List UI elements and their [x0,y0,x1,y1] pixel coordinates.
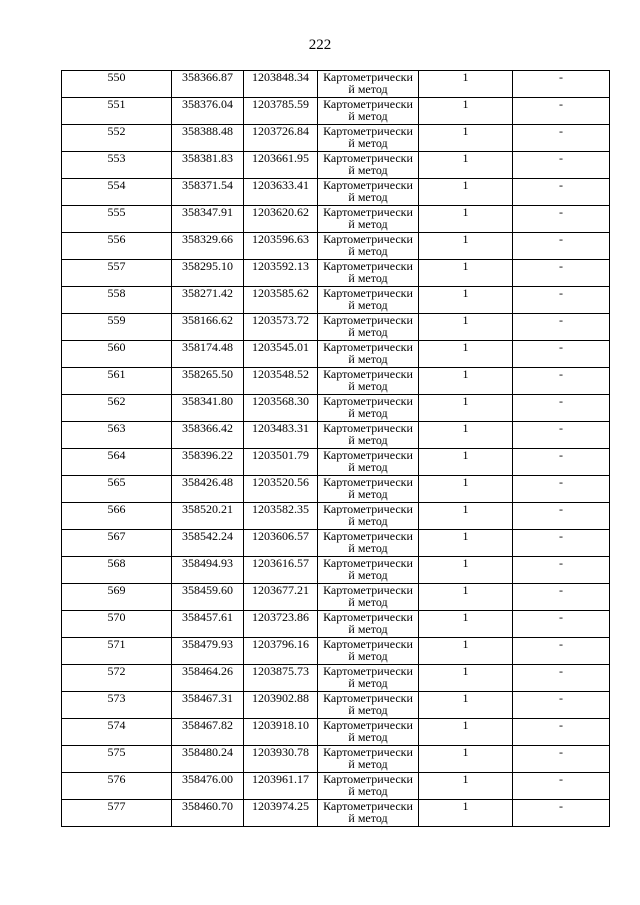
method-line-2: й метод [348,163,388,177]
table-row [62,287,610,314]
count-cell: 1 [419,476,513,503]
x-coordinate-cell: 358371.54 [172,179,244,206]
note-cell: - [513,557,610,584]
page-number: 222 [308,37,332,53]
table-row [62,422,610,449]
point-number-cell: 576 [62,773,172,800]
method-line-2: й метод [348,757,388,771]
note-cell: - [513,422,610,449]
y-coordinate-cell: 1203568.30 [244,395,318,422]
method-cell [318,530,419,557]
y-coordinate-cell: 1203520.56 [244,476,318,503]
count-cell: 1 [419,584,513,611]
y-coordinate-cell: 1203875.73 [244,665,318,692]
y-coordinate-cell: 1203848.34 [244,71,318,98]
method-cell [318,152,419,179]
count-cell: 1 [419,368,513,395]
method-line-2: й метод [348,703,388,717]
method-line-2: й метод [348,433,388,447]
count-cell: 1 [419,665,513,692]
count-cell: 1 [419,260,513,287]
x-coordinate-cell: 358480.24 [172,746,244,773]
point-number-cell: 565 [62,476,172,503]
point-number-cell: 560 [62,341,172,368]
method-line-2: й метод [348,379,388,393]
method-line-2: й метод [348,622,388,636]
method-line-1: Картометрически [323,259,413,273]
point-number-cell: 570 [62,611,172,638]
count-cell: 1 [419,98,513,125]
y-coordinate-cell: 1203726.84 [244,125,318,152]
y-coordinate-cell: 1203545.01 [244,341,318,368]
y-coordinate-cell: 1203483.31 [244,422,318,449]
count-cell: 1 [419,773,513,800]
method-line-1: Картометрически [323,772,413,786]
method-line-1: Картометрически [323,799,413,813]
x-coordinate-cell: 358479.93 [172,638,244,665]
y-coordinate-cell: 1203582.35 [244,503,318,530]
method-line-1: Картометрически [323,529,413,543]
method-cell [318,773,419,800]
method-cell [318,719,419,746]
point-number-cell: 559 [62,314,172,341]
method-line-1: Картометрически [323,610,413,624]
method-cell [318,557,419,584]
method-line-1: Картометрически [323,718,413,732]
method-line-2: й метод [348,136,388,150]
method-cell [318,206,419,233]
point-number-cell: 554 [62,179,172,206]
count-cell: 1 [419,287,513,314]
x-coordinate-cell: 358376.04 [172,98,244,125]
method-line-2: й метод [348,730,388,744]
table-row [62,746,610,773]
note-cell: - [513,719,610,746]
table-row [62,233,610,260]
count-cell: 1 [419,152,513,179]
y-coordinate-cell: 1203606.57 [244,530,318,557]
x-coordinate-cell: 358166.62 [172,314,244,341]
x-coordinate-cell: 358542.24 [172,530,244,557]
count-cell: 1 [419,71,513,98]
method-line-2: й метод [348,676,388,690]
count-cell: 1 [419,125,513,152]
count-cell: 1 [419,314,513,341]
method-line-1: Картометрически [323,691,413,705]
method-cell [318,584,419,611]
count-cell: 1 [419,233,513,260]
method-line-1: Картометрически [323,637,413,651]
point-number-cell: 573 [62,692,172,719]
method-line-2: й метод [348,325,388,339]
table-row [62,179,610,206]
method-line-1: Картометрически [323,448,413,462]
method-line-2: й метод [348,244,388,258]
method-line-1: Картометрически [323,664,413,678]
note-cell: - [513,206,610,233]
table-row [62,206,610,233]
count-cell: 1 [419,503,513,530]
method-line-2: й метод [348,271,388,285]
note-cell: - [513,98,610,125]
method-line-1: Картометрически [323,97,413,111]
x-coordinate-cell: 358460.70 [172,800,244,827]
point-number-cell: 566 [62,503,172,530]
table-row [62,368,610,395]
point-number-cell: 561 [62,368,172,395]
x-coordinate-cell: 358347.91 [172,206,244,233]
method-line-2: й метод [348,595,388,609]
method-line-1: Картометрически [323,313,413,327]
x-coordinate-cell: 358295.10 [172,260,244,287]
note-cell: - [513,179,610,206]
note-cell: - [513,800,610,827]
method-cell [318,260,419,287]
y-coordinate-cell: 1203548.52 [244,368,318,395]
count-cell: 1 [419,422,513,449]
y-coordinate-cell: 1203616.57 [244,557,318,584]
x-coordinate-cell: 358174.48 [172,341,244,368]
point-number-cell: 569 [62,584,172,611]
method-line-2: й метод [348,811,388,825]
note-cell: - [513,665,610,692]
point-number-cell: 550 [62,71,172,98]
count-cell: 1 [419,800,513,827]
point-number-cell: 577 [62,800,172,827]
point-number-cell: 574 [62,719,172,746]
note-cell: - [513,746,610,773]
point-number-cell: 572 [62,665,172,692]
method-cell [318,665,419,692]
note-cell: - [513,152,610,179]
count-cell: 1 [419,179,513,206]
table-row [62,584,610,611]
point-number-cell: 564 [62,449,172,476]
method-line-2: й метод [348,784,388,798]
note-cell: - [513,233,610,260]
method-line-1: Картометрически [323,502,413,516]
point-number-cell: 552 [62,125,172,152]
method-line-1: Картометрически [323,205,413,219]
x-coordinate-cell: 358366.42 [172,422,244,449]
method-line-1: Картометрически [323,556,413,570]
y-coordinate-cell: 1203677.21 [244,584,318,611]
table-row [62,476,610,503]
method-cell [318,800,419,827]
count-cell: 1 [419,395,513,422]
method-cell [318,341,419,368]
method-cell [318,233,419,260]
method-cell [318,476,419,503]
x-coordinate-cell: 358467.31 [172,692,244,719]
y-coordinate-cell: 1203723.86 [244,611,318,638]
count-cell: 1 [419,341,513,368]
note-cell: - [513,530,610,557]
method-cell [318,125,419,152]
method-cell [318,746,419,773]
note-cell: - [513,368,610,395]
method-line-1: Картометрически [323,70,413,84]
method-line-2: й метод [348,190,388,204]
count-cell: 1 [419,449,513,476]
y-coordinate-cell: 1203573.72 [244,314,318,341]
method-cell [318,395,419,422]
point-number-cell: 557 [62,260,172,287]
table-row [62,98,610,125]
note-cell: - [513,611,610,638]
method-line-2: й метод [348,487,388,501]
x-coordinate-cell: 358457.61 [172,611,244,638]
y-coordinate-cell: 1203930.78 [244,746,318,773]
method-line-1: Картометрически [323,583,413,597]
method-line-2: й метод [348,649,388,663]
table-row [62,638,610,665]
point-number-cell: 567 [62,530,172,557]
method-line-1: Картометрически [323,286,413,300]
method-line-2: й метод [348,541,388,555]
note-cell: - [513,260,610,287]
method-line-1: Картометрически [323,421,413,435]
method-line-1: Картометрически [323,475,413,489]
x-coordinate-cell: 358520.21 [172,503,244,530]
table-row [62,611,610,638]
method-line-1: Картометрически [323,151,413,165]
method-line-2: й метод [348,298,388,312]
table-row [62,800,610,827]
note-cell: - [513,584,610,611]
table-row [62,341,610,368]
method-cell [318,368,419,395]
count-cell: 1 [419,611,513,638]
x-coordinate-cell: 358341.80 [172,395,244,422]
table-row [62,530,610,557]
count-cell: 1 [419,719,513,746]
table-row [62,719,610,746]
table-row [62,665,610,692]
method-cell [318,422,419,449]
method-line-1: Картометрически [323,745,413,759]
x-coordinate-cell: 358271.42 [172,287,244,314]
method-line-1: Картометрически [323,124,413,138]
x-coordinate-cell: 358464.26 [172,665,244,692]
y-coordinate-cell: 1203961.17 [244,773,318,800]
method-line-1: Картометрически [323,232,413,246]
point-number-cell: 563 [62,422,172,449]
method-cell [318,314,419,341]
table-row [62,503,610,530]
method-cell [318,287,419,314]
x-coordinate-cell: 358388.48 [172,125,244,152]
y-coordinate-cell: 1203596.63 [244,233,318,260]
method-line-1: Картометрически [323,367,413,381]
table-row [62,314,610,341]
table-row [62,773,610,800]
count-cell: 1 [419,692,513,719]
table-row [62,692,610,719]
note-cell: - [513,314,610,341]
point-number-cell: 556 [62,233,172,260]
point-number-cell: 568 [62,557,172,584]
method-line-2: й метод [348,217,388,231]
note-cell: - [513,395,610,422]
table-row [62,125,610,152]
method-cell [318,692,419,719]
table-row [62,557,610,584]
count-cell: 1 [419,638,513,665]
method-line-2: й метод [348,568,388,582]
table-row [62,395,610,422]
x-coordinate-cell: 358476.00 [172,773,244,800]
method-line-2: й метод [348,352,388,366]
method-line-1: Картометрически [323,178,413,192]
note-cell: - [513,476,610,503]
method-line-2: й метод [348,109,388,123]
point-number-cell: 575 [62,746,172,773]
count-cell: 1 [419,530,513,557]
x-coordinate-cell: 358459.60 [172,584,244,611]
x-coordinate-cell: 358426.48 [172,476,244,503]
method-line-2: й метод [348,406,388,420]
y-coordinate-cell: 1203918.10 [244,719,318,746]
y-coordinate-cell: 1203796.16 [244,638,318,665]
x-coordinate-cell: 358467.82 [172,719,244,746]
method-line-2: й метод [348,514,388,528]
point-number-cell: 555 [62,206,172,233]
note-cell: - [513,449,610,476]
point-number-cell: 558 [62,287,172,314]
method-cell [318,611,419,638]
note-cell: - [513,692,610,719]
table-row [62,449,610,476]
point-number-cell: 562 [62,395,172,422]
y-coordinate-cell: 1203661.95 [244,152,318,179]
note-cell: - [513,125,610,152]
method-line-1: Картометрически [323,340,413,354]
method-line-2: й метод [348,82,388,96]
coordinates-table [61,70,610,827]
point-number-cell: 553 [62,152,172,179]
method-cell [318,449,419,476]
count-cell: 1 [419,746,513,773]
method-cell [318,638,419,665]
y-coordinate-cell: 1203620.62 [244,206,318,233]
y-coordinate-cell: 1203902.88 [244,692,318,719]
x-coordinate-cell: 358381.83 [172,152,244,179]
method-cell [318,179,419,206]
table-row [62,71,610,98]
note-cell: - [513,503,610,530]
method-line-2: й метод [348,460,388,474]
table-row [62,152,610,179]
method-cell [318,98,419,125]
x-coordinate-cell: 358329.66 [172,233,244,260]
note-cell: - [513,638,610,665]
y-coordinate-cell: 1203974.25 [244,800,318,827]
note-cell: - [513,71,610,98]
method-cell [318,503,419,530]
y-coordinate-cell: 1203633.41 [244,179,318,206]
note-cell: - [513,287,610,314]
count-cell: 1 [419,206,513,233]
point-number-cell: 571 [62,638,172,665]
point-number-cell: 551 [62,98,172,125]
table-row [62,260,610,287]
y-coordinate-cell: 1203592.13 [244,260,318,287]
note-cell: - [513,773,610,800]
method-cell [318,71,419,98]
x-coordinate-cell: 358366.87 [172,71,244,98]
note-cell: - [513,341,610,368]
y-coordinate-cell: 1203785.59 [244,98,318,125]
x-coordinate-cell: 358396.22 [172,449,244,476]
y-coordinate-cell: 1203501.79 [244,449,318,476]
x-coordinate-cell: 358265.50 [172,368,244,395]
count-cell: 1 [419,557,513,584]
table-body [62,71,610,827]
x-coordinate-cell: 358494.93 [172,557,244,584]
y-coordinate-cell: 1203585.62 [244,287,318,314]
method-line-1: Картометрически [323,394,413,408]
